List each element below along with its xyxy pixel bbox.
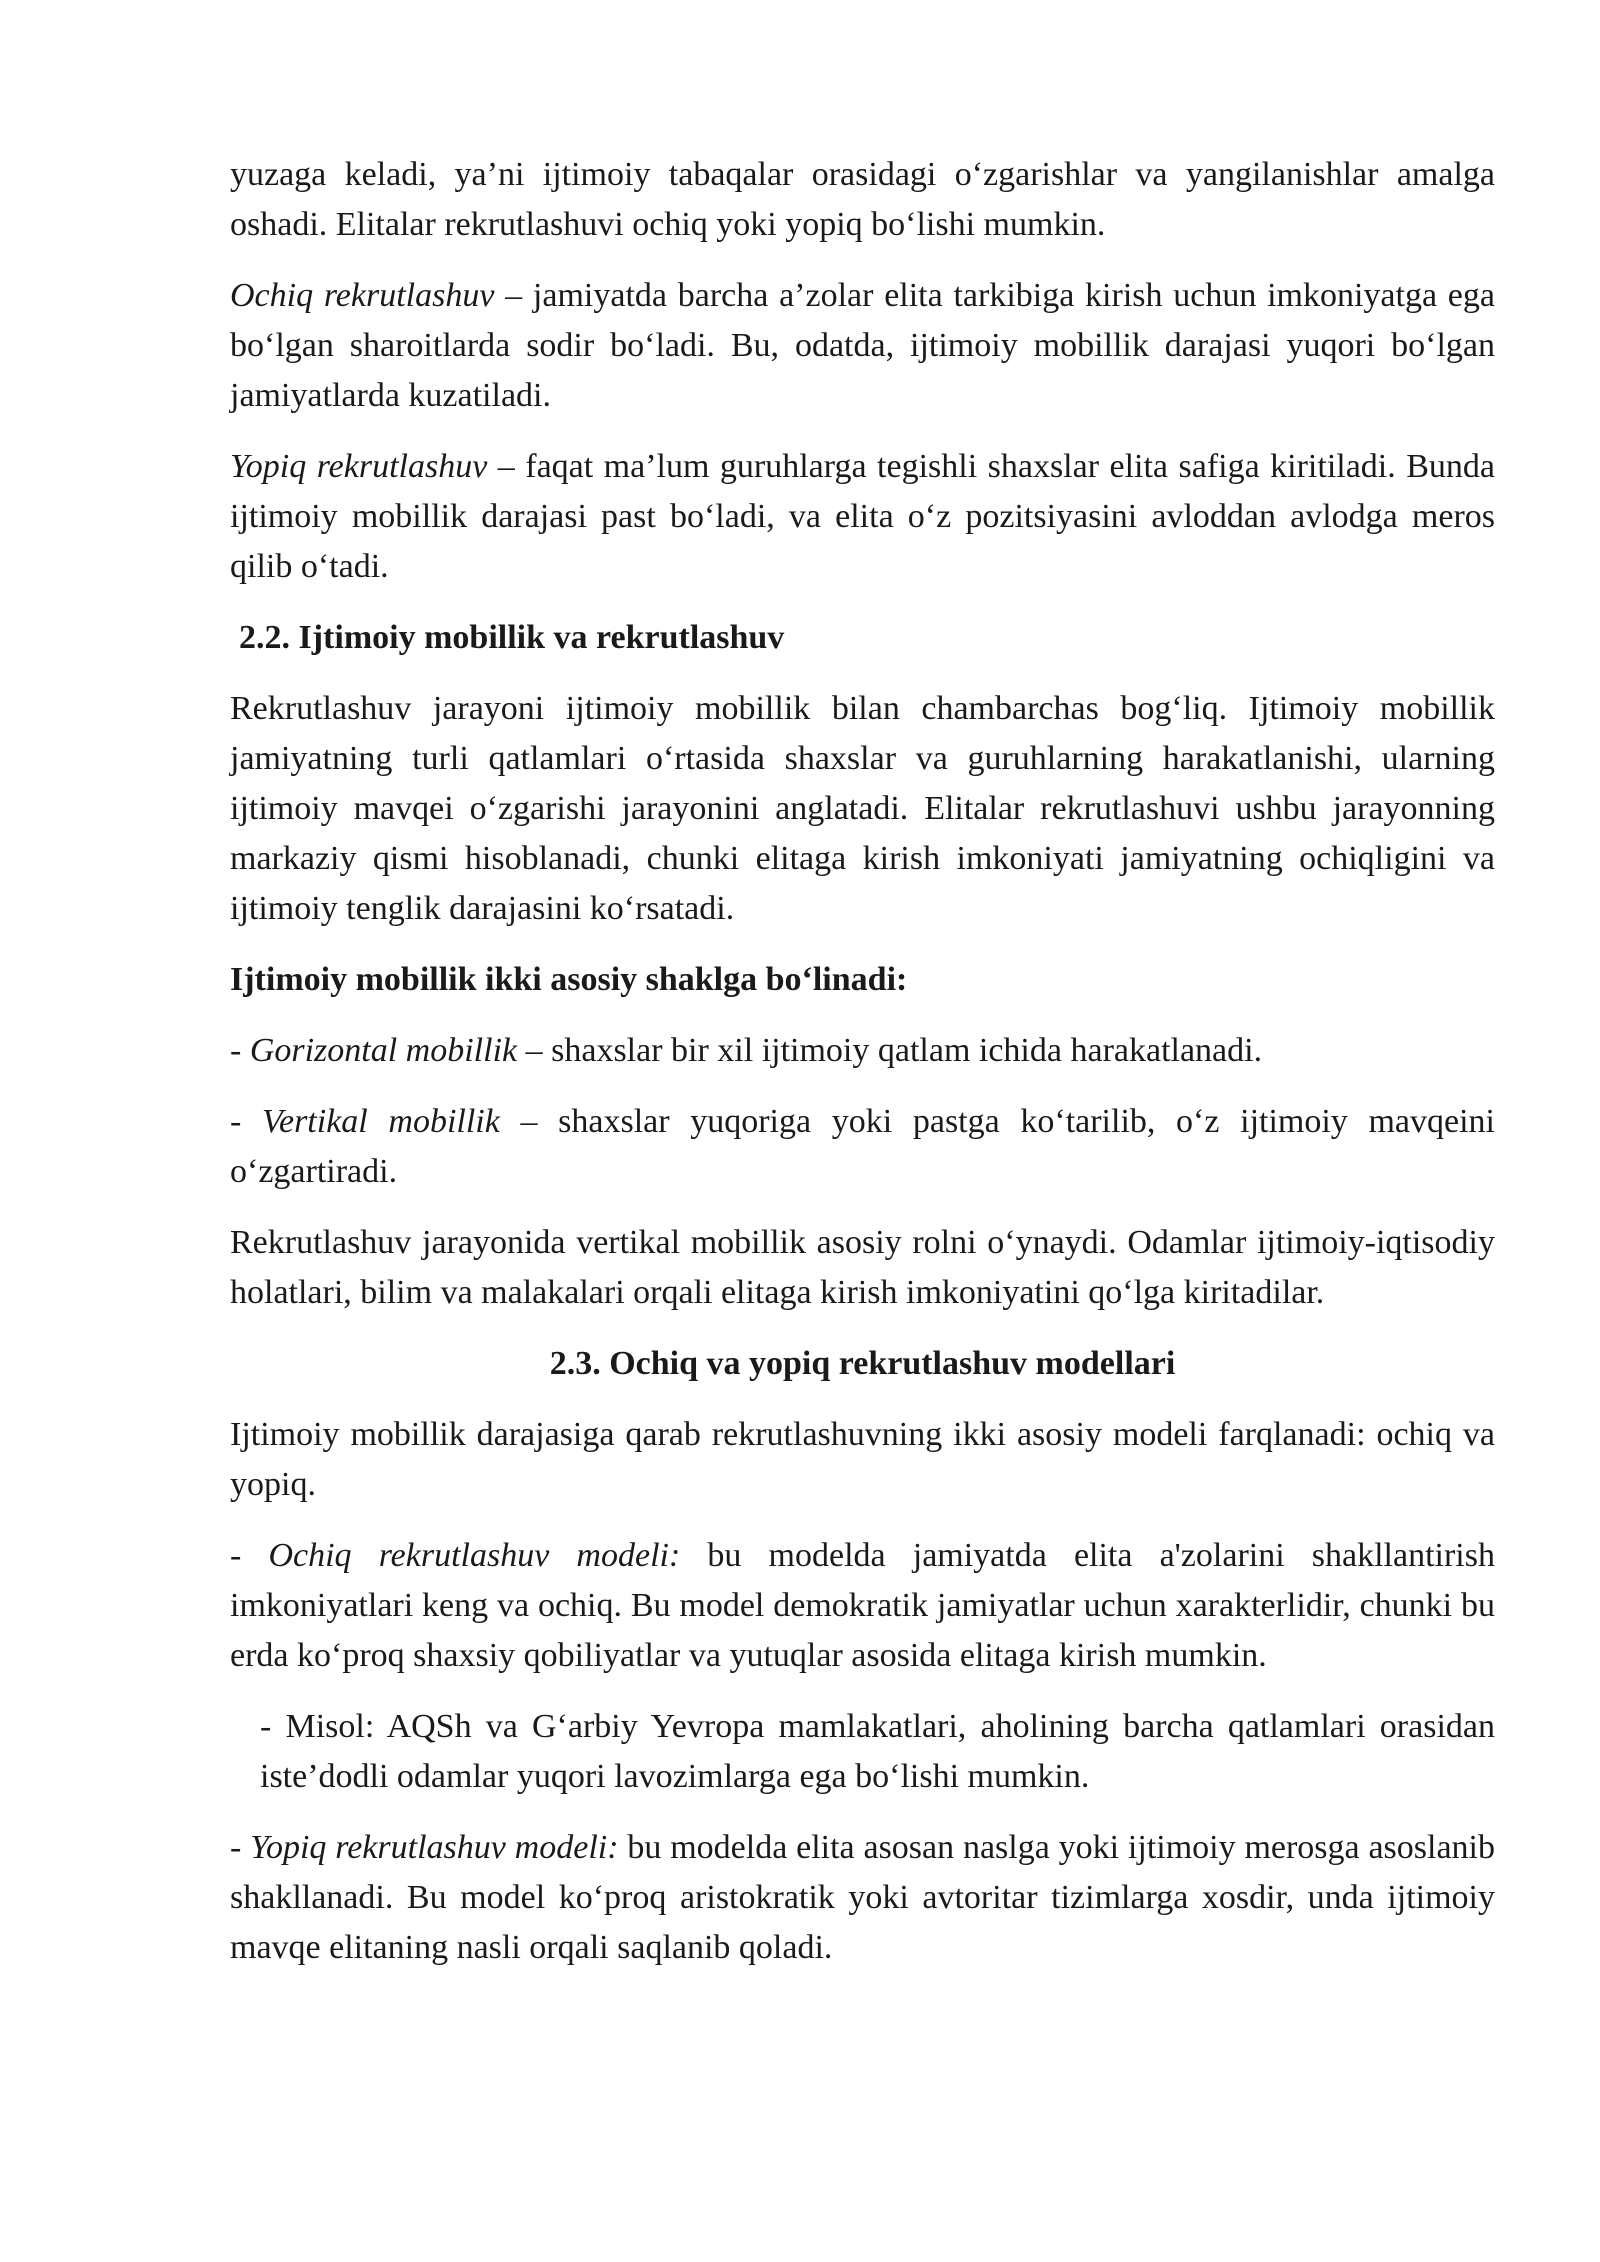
- list-item-closed-model: [230, 1823, 1495, 1973]
- paragraph-open-recruitment: [230, 271, 1495, 421]
- term-closed-recruitment: Yopiq rekrutlashuv: [230, 448, 488, 485]
- term-closed-model: Yopiq rekrutlashuv modeli:: [250, 1829, 619, 1866]
- term-vertical-mobility: Vertikal mobillik: [261, 1103, 500, 1140]
- section-heading-2-3: 2.3. Ochiq va yopiq rekrutlashuv modellari: [549, 1345, 1176, 1382]
- definition-open-model: bu modelda jamiyatda elita a'zolarini shakllantirish imkoniyatlari keng va ochiq. Bu model demokratik jamiyatlar uchun xarakterlidir, chunki bu erda ko‘proq shaxsiy qobiliyatlar va yutuqlar asosida elitaga kirish mumkin.: [230, 1537, 1495, 1674]
- list-item-horizontal-mobility: [230, 1026, 1495, 1076]
- paragraph-models-intro: Ijtimoiy mobillik darajasiga qarab rekrutlashuvning ikki asosiy modeli farqlanadi: ochiq va yopiq.: [230, 1416, 1495, 1503]
- paragraph-closed-recruitment: [230, 442, 1495, 592]
- definition-open-recruitment: – jamiyatda barcha a’zolar elita tarkibiga kirish uchun imkoniyatga ega bo‘lgan sharoitlarda sodir bo‘ladi. Bu, odatda, ijtimoiy mobillik darajasi yuqori bo‘lgan jamiyatlarda kuzatiladi.: [230, 277, 1495, 414]
- term-horizontal-mobility: Gorizontal mobillik: [249, 1032, 518, 1069]
- definition-closed-model: bu modelda elita asosan naslga yoki ijtimoiy merosga asoslanib shakllanadi. Bu model ko‘proq aristokratik yoki avtoritar tizimlarga xosdir, unda ijtimoiy mavqe elitaning nasli orqali saqlanib qoladi.: [230, 1829, 1495, 1966]
- definition-horizontal-mobility: – shaxslar bir xil ijtimoiy qatlam ichida harakatlanadi.: [517, 1032, 1263, 1069]
- paragraph-mobility: Rekrutlashuv jarayoni ijtimoiy mobillik bilan chambarchas bog‘liq. Ijtimoiy mobillik jamiyatning turli qatlamlari o‘rtasida shaxslar va guruhlarning harakatlanishi, ularning ijtimoiy mavqei o‘zgarishi jarayonini anglatadi. Elitalar rekrutlashuvi ushbu jarayonning markaziy qismi hisoblanadi, chunki elitaga kirish imkoniyati jamiyatning ochiqligini va ijtimoiy tenglik darajasini ko‘rsatadi.: [230, 690, 1495, 927]
- list-item-vertical-mobility: [230, 1097, 1495, 1197]
- bold-lead-mobility-forms: Ijtimoiy mobillik ikki asosiy shaklga bo‘linadi:: [230, 961, 908, 998]
- list-dash: -: [230, 1829, 251, 1866]
- list-item-open-model: [230, 1531, 1495, 1681]
- term-open-model: Ochiq rekrutlashuv modeli:: [268, 1537, 681, 1574]
- definition-closed-recruitment: – faqat ma’lum guruhlarga tegishli shaxslar elita safiga kiritiladi. Bunda ijtimoiy mobillik darajasi past bo‘ladi, va elita o‘z pozitsiyasini avloddan avlodga meros qilib o‘tadi.: [230, 448, 1495, 585]
- list-dash: -: [230, 1103, 262, 1140]
- document-page: [230, 150, 1495, 1994]
- definition-vertical-mobility: – shaxslar yuqoriga yoki pastga ko‘tarilib, o‘z ijtimoiy mavqeini o‘zgartiradi.: [230, 1103, 1495, 1190]
- term-open-recruitment: Ochiq rekrutlashuv: [230, 277, 495, 314]
- list-dash: -: [230, 1032, 250, 1069]
- paragraph-intro: yuzaga keladi, ya’ni ijtimoiy tabaqalar orasidagi o‘zgarishlar va yangilanishlar amalga oshadi. Elitalar rekrutlashuvi ochiq yoki yopiq bo‘lishi mumkin.: [230, 156, 1495, 243]
- section-heading-2-2: 2.2. Ijtimoiy mobillik va rekrutlashuv: [239, 619, 785, 656]
- list-dash: -: [230, 1537, 269, 1574]
- paragraph-vertical-role: Rekrutlashuv jarayonida vertikal mobillik asosiy rolni o‘ynaydi. Odamlar ijtimoiy-iqtisodiy holatlari, bilim va malakalari orqali elitaga kirish imkoniyatini qo‘lga kiritadilar.: [230, 1224, 1495, 1311]
- list-item-example: - Misol: AQSh va G‘arbiy Yevropa mamlakatlari, aholining barcha qatlamlari orasidan iste’dodli odamlar yuqori lavozimlarga ega bo‘lishi mumkin.: [260, 1708, 1495, 1795]
